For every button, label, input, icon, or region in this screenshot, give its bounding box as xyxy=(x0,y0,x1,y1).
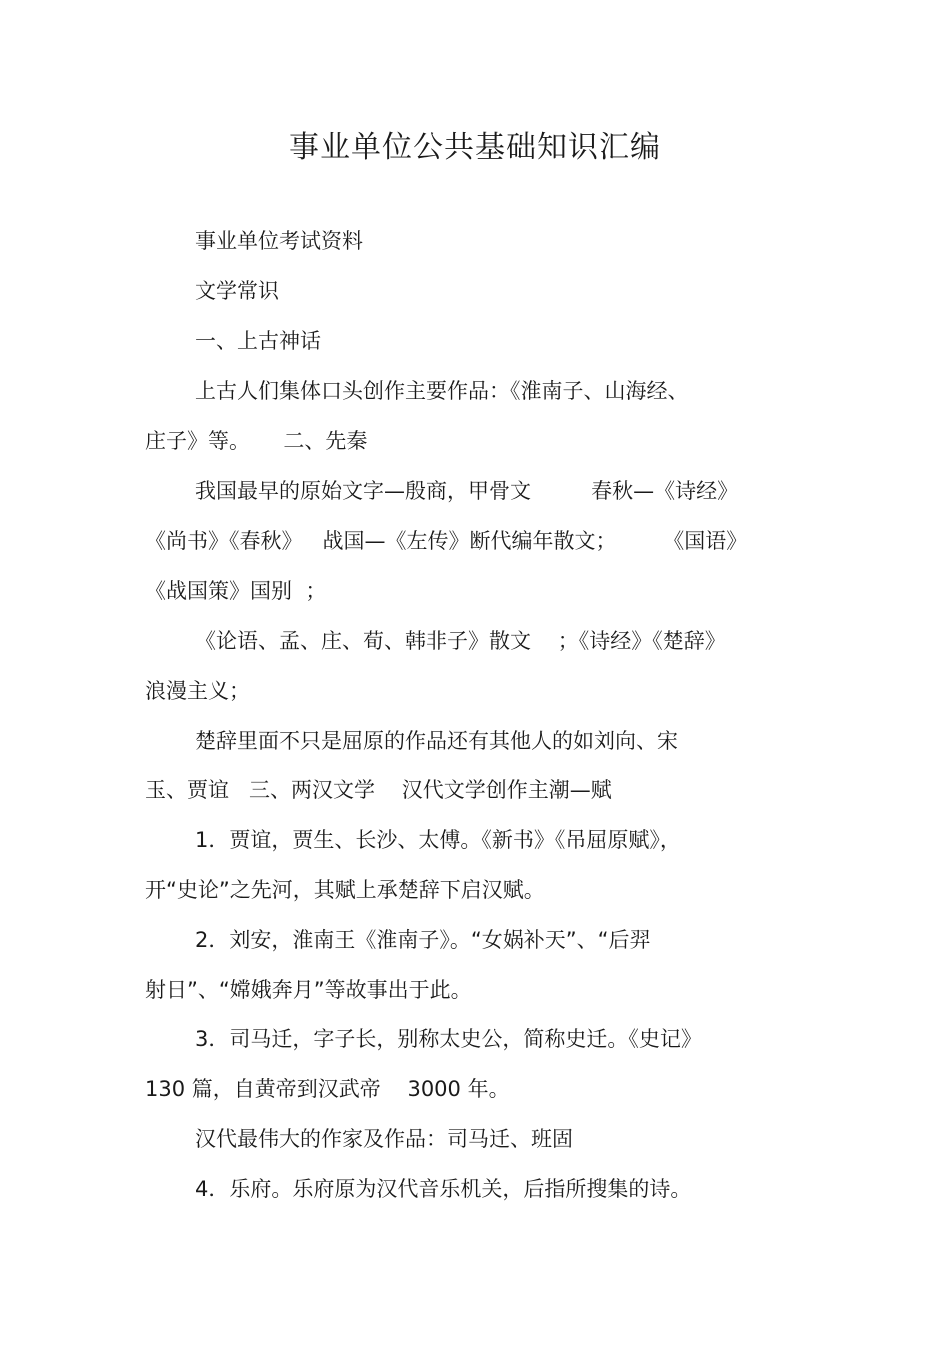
text-line-9: 《论语、孟、庄、荀、韩非子》散文 ；《诗经》《楚辞》 xyxy=(195,629,726,653)
text-line-20: 4．乐府。乐府原为汉代音乐机关，后指所搜集的诗。 xyxy=(195,1177,692,1201)
text-line-10: 浪漫主义； xyxy=(145,679,250,703)
text-line-14: 开“史论”之先河，其赋上承楚辞下启汉赋。 xyxy=(145,878,545,902)
text-line-8: 《战国策》国别 ； xyxy=(145,579,327,603)
text-line-11: 楚辞里面不只是屈原的作品还有其他人的如刘向、宋 xyxy=(195,729,678,753)
text-line-7: 《尚书》《春秋》 战国—《左传》断代编年散文； 《国语》 xyxy=(145,529,748,553)
text-line-4: 上古人们集体口头创作主要作品：《淮南子、山海经、 xyxy=(195,379,689,403)
text-line-2: 文学常识 xyxy=(195,279,279,303)
text-line-3: 一、上古神话 xyxy=(195,329,321,353)
text-line-16: 射日”、“嫦娥奔月”等故事出于此。 xyxy=(145,978,472,1002)
text-line-17: 3．司马迁，字子长，别称太史公，简称史迁。《史记》 xyxy=(195,1027,702,1051)
text-line-15: 2．刘安，淮南王《淮南子》。“女娲补天”、“后羿 xyxy=(195,928,651,952)
document-title: 事业单位公共基础知识汇编 xyxy=(289,130,661,165)
text-line-12: 玉、贾谊 三、两汉文学 汉代文学创作主潮—赋 xyxy=(145,778,612,802)
text-line-5: 庄子》等。 二、先秦 xyxy=(145,429,368,453)
text-line-6: 我国最早的原始文字—殷商，甲骨文 春秋—《诗经》 xyxy=(195,479,739,503)
text-line-18: 130 篇，自黄帝到汉武帝 3000 年。 xyxy=(145,1077,510,1101)
text-line-13: 1．贾谊，贾生、长沙、太傅。《新书》《吊屈原赋》， xyxy=(195,828,681,852)
text-line-19: 汉代最伟大的作家及作品：司马迁、班固 xyxy=(195,1127,573,1151)
text-line-1: 事业单位考试资料 xyxy=(195,229,363,253)
